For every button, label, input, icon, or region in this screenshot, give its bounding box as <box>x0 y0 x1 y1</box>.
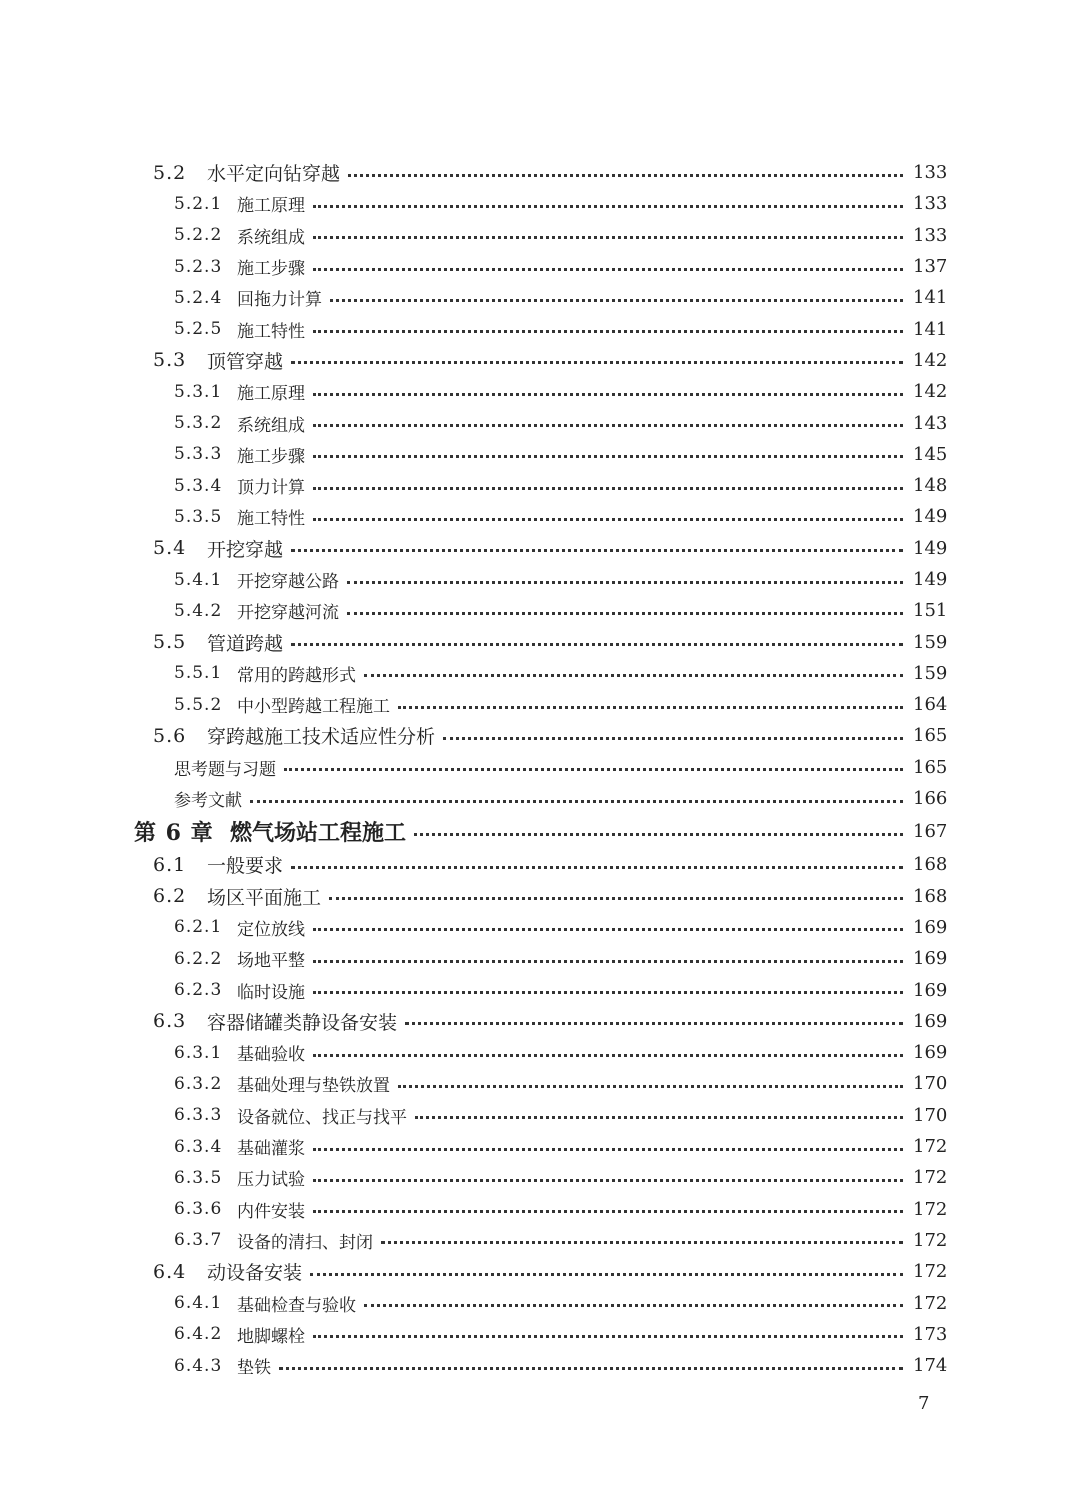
toc-entry-number: 5.2.5 <box>174 319 223 340</box>
toc-entry-number: 5.3.1 <box>174 381 223 402</box>
toc-entry-title: 施工特性 <box>237 321 305 342</box>
dot-leader <box>381 1240 903 1244</box>
dot-leader <box>348 173 903 177</box>
toc-entry-page: 170 <box>913 1073 948 1095</box>
toc-entry-number: 6.2.2 <box>174 948 223 969</box>
toc-entry-page: 159 <box>913 662 948 684</box>
toc-entry-title: 临时设施 <box>237 982 305 1003</box>
toc-entry-title: 一般要求 <box>207 855 284 878</box>
toc-entry-title: 水平定向钻穿越 <box>207 163 341 186</box>
toc-entry-page: 172 <box>913 1167 948 1189</box>
toc-entry-number: 6.3.3 <box>174 1105 223 1126</box>
toc-entry-title: 垫铁 <box>237 1358 271 1379</box>
toc-entry-title: 回拖力计算 <box>237 290 322 311</box>
dot-leader <box>313 959 903 963</box>
toc-entry-title: 施工原理 <box>237 196 305 217</box>
toc-entry-page: 133 <box>913 193 948 215</box>
toc-entry-number: 6.4.3 <box>174 1355 223 1376</box>
toc-entry-title: 开挖穿越河流 <box>237 603 339 624</box>
dot-leader <box>415 1115 903 1119</box>
toc-entry-page: 149 <box>913 569 948 590</box>
toc-entry <box>0 439 1080 470</box>
toc-entry-title: 设备的清扫、封闭 <box>237 1232 373 1253</box>
toc-entry-number: 6.3 <box>153 1010 187 1033</box>
dot-leader <box>313 1147 903 1151</box>
toc-entry <box>0 974 1080 1005</box>
toc-entry <box>0 595 1080 626</box>
toc-entry <box>0 407 1080 438</box>
toc-entry-page: 141 <box>913 287 948 309</box>
toc-entry-page: 145 <box>913 443 948 465</box>
table-of-contents <box>0 157 1080 1381</box>
toc-entry-page: 167 <box>913 821 948 843</box>
dot-leader <box>414 832 903 836</box>
toc-entry-number: 5.4.2 <box>174 600 223 621</box>
toc-entry <box>0 912 1080 943</box>
dot-leader <box>347 580 903 584</box>
toc-entry-title: 顶力计算 <box>237 478 305 499</box>
toc-entry <box>0 1319 1080 1350</box>
toc-entry-page: 172 <box>913 1136 948 1158</box>
toc-entry-title: 基础验收 <box>237 1045 305 1066</box>
toc-entry-page: 137 <box>913 256 948 278</box>
toc-entry <box>0 689 1080 720</box>
toc-entry <box>0 1068 1080 1099</box>
toc-entry <box>0 1287 1080 1318</box>
toc-entry-title: 施工特性 <box>237 509 305 530</box>
toc-entry <box>0 1162 1080 1193</box>
toc-entry-page: 168 <box>913 854 948 876</box>
toc-entry <box>0 1131 1080 1162</box>
toc-entry-page: 172 <box>913 1198 948 1220</box>
toc-entry-number: 第 6 章 <box>134 820 214 847</box>
toc-entry-page: 170 <box>913 1104 948 1126</box>
toc-entry-title: 开挖穿越公路 <box>237 572 339 592</box>
toc-entry-number: 5.2.1 <box>174 193 223 214</box>
toc-entry-page: 141 <box>913 318 948 340</box>
toc-entry-title: 系统组成 <box>237 227 305 248</box>
dot-leader <box>291 642 903 646</box>
toc-entry-title: 燃气场站工程施工 <box>230 820 407 847</box>
toc-entry <box>0 220 1080 251</box>
toc-entry-title: 参考文献 <box>174 791 242 812</box>
toc-entry-number: 6.2 <box>153 885 187 908</box>
dot-leader <box>313 235 903 239</box>
toc-entry-page: 148 <box>913 475 948 497</box>
toc-entry-number: 5.3.2 <box>174 413 223 434</box>
toc-entry-number: 5.2.4 <box>174 287 223 308</box>
toc-entry-number: 6.3.5 <box>174 1167 223 1188</box>
toc-entry-page: 165 <box>913 725 948 747</box>
dot-leader <box>291 865 903 869</box>
dot-leader <box>279 1366 903 1370</box>
toc-entry-number: 6.3.7 <box>174 1230 223 1251</box>
toc-entry-page: 149 <box>913 506 948 528</box>
toc-entry-page: 133 <box>913 162 948 184</box>
toc-entry-page: 143 <box>913 412 948 434</box>
toc-entry-page: 172 <box>913 1292 948 1314</box>
toc-entry-number: 6.2.3 <box>174 980 223 1001</box>
toc-entry-title: 设备就位、找正与找平 <box>237 1107 407 1128</box>
toc-entry <box>0 1037 1080 1068</box>
toc-entry-title: 地脚螺栓 <box>237 1326 305 1347</box>
toc-entry <box>0 251 1080 282</box>
toc-entry-title: 场区平面施工 <box>207 886 322 909</box>
toc-entry <box>0 752 1080 783</box>
toc-entry-number: 5.4.1 <box>174 569 223 590</box>
dot-leader <box>313 517 903 521</box>
toc-entry-number: 6.3.1 <box>174 1042 223 1063</box>
toc-entry-page: 164 <box>913 694 948 716</box>
toc-entry <box>0 1100 1080 1131</box>
toc-entry <box>0 881 1080 912</box>
toc-entry <box>0 1006 1080 1037</box>
toc-entry-number: 6.2.1 <box>174 917 223 938</box>
toc-entry-title: 场地平整 <box>237 951 305 972</box>
toc-entry-title: 施工原理 <box>237 384 305 405</box>
toc-entry-page: 165 <box>913 756 948 778</box>
toc-entry-number: 6.3.2 <box>174 1073 223 1094</box>
dot-leader <box>313 1178 903 1182</box>
toc-entry-page: 172 <box>913 1229 948 1251</box>
toc-entry-title: 思考题与习题 <box>174 759 276 780</box>
toc-entry-number: 5.2.2 <box>174 225 223 246</box>
toc-entry-page: 169 <box>913 1010 948 1032</box>
toc-entry-number: 5.3 <box>153 349 187 372</box>
toc-entry-number: 5.3.4 <box>174 475 223 496</box>
toc-entry <box>0 626 1080 657</box>
toc-entry <box>0 282 1080 313</box>
dot-leader <box>443 736 903 740</box>
toc-entry-number: 5.2.3 <box>174 256 223 277</box>
toc-entry-title: 动设备安装 <box>207 1262 303 1285</box>
toc-entry-number: 5.5 <box>153 631 187 654</box>
toc-entry-page: 166 <box>913 788 948 810</box>
toc-entry-page: 169 <box>913 948 948 970</box>
toc-entry <box>0 658 1080 689</box>
toc-entry-title: 管道跨越 <box>207 632 284 655</box>
toc-entry <box>0 1194 1080 1225</box>
toc-entry-title: 内件安装 <box>237 1201 305 1222</box>
toc-entry <box>0 783 1080 814</box>
toc-entry-number: 6.1 <box>153 853 187 876</box>
page-number: 7 <box>918 1393 930 1414</box>
dot-leader <box>313 392 903 396</box>
toc-entry-title: 常用的跨越形式 <box>237 665 356 686</box>
dot-leader <box>313 204 903 208</box>
toc-entry-number: 5.3.3 <box>174 444 223 465</box>
toc-entry-page: 174 <box>913 1355 948 1377</box>
toc-entry-title: 基础灌浆 <box>237 1139 305 1160</box>
dot-leader <box>250 799 903 803</box>
toc-entry-page: 168 <box>913 885 948 907</box>
toc-entry-title: 施工步骤 <box>237 446 305 467</box>
toc-entry <box>0 157 1080 188</box>
dot-leader <box>310 1272 903 1276</box>
dot-leader <box>398 705 903 709</box>
toc-entry-number: 5.3.5 <box>174 506 223 527</box>
dot-leader <box>329 896 903 900</box>
dot-leader <box>313 486 903 490</box>
toc-entry <box>0 345 1080 376</box>
dot-leader <box>284 767 903 771</box>
toc-entry <box>0 1350 1080 1381</box>
toc-entry-title: 穿跨越施工技术适应性分析 <box>207 726 436 749</box>
toc-entry-number: 6.4.2 <box>174 1324 223 1345</box>
toc-entry-number: 6.3.6 <box>174 1199 223 1220</box>
toc-entry-title: 中小型跨越工程施工 <box>237 697 390 718</box>
toc-entry <box>0 849 1080 880</box>
toc-entry <box>0 564 1080 595</box>
dot-leader <box>313 1209 903 1213</box>
dot-leader <box>405 1021 903 1025</box>
dot-leader <box>364 1303 903 1307</box>
toc-entry-title: 压力试验 <box>237 1170 305 1191</box>
toc-entry-page: 169 <box>913 916 948 938</box>
toc-entry <box>0 313 1080 344</box>
toc-entry-page: 159 <box>913 631 948 653</box>
dot-leader <box>398 1084 903 1088</box>
dot-leader <box>313 1053 903 1057</box>
toc-entry-number: 5.5.1 <box>174 663 223 684</box>
dot-leader <box>313 927 903 931</box>
toc-entry <box>0 1225 1080 1256</box>
toc-entry-page: 151 <box>913 600 948 622</box>
toc-entry-number: 6.4.1 <box>174 1293 223 1314</box>
toc-entry-number: 6.3.4 <box>174 1136 223 1157</box>
toc-entry-number: 6.4 <box>153 1260 187 1283</box>
toc-entry-number: 5.2 <box>153 161 187 184</box>
dot-leader <box>313 329 903 333</box>
toc-entry-title: 容器储罐类静设备安装 <box>207 1011 398 1034</box>
toc-entry-number: 5.6 <box>153 724 187 747</box>
dot-leader <box>313 423 903 427</box>
toc-entry <box>0 814 1080 849</box>
toc-entry <box>0 943 1080 974</box>
dot-leader <box>330 298 903 302</box>
dot-leader <box>313 454 903 458</box>
dot-leader <box>313 990 903 994</box>
dot-leader <box>313 267 903 271</box>
toc-entry <box>0 1256 1080 1287</box>
toc-entry <box>0 188 1080 219</box>
toc-entry <box>0 720 1080 751</box>
toc-entry-number: 5.5.2 <box>174 694 223 715</box>
toc-entry-number: 5.4 <box>153 537 187 560</box>
dot-leader <box>347 611 903 615</box>
toc-entry-page: 173 <box>913 1323 948 1345</box>
toc-entry-page: 172 <box>913 1261 948 1283</box>
toc-entry-page: 142 <box>913 349 948 371</box>
dot-leader <box>291 360 903 364</box>
toc-entry-title: 基础检查与验收 <box>237 1295 356 1316</box>
toc-entry-title: 定位放线 <box>237 919 305 940</box>
toc-entry <box>0 501 1080 532</box>
toc-entry-page: 142 <box>913 381 948 403</box>
dot-leader <box>364 673 903 677</box>
toc-entry-title: 基础处理与垫铁放置 <box>237 1076 390 1097</box>
toc-entry <box>0 470 1080 501</box>
toc-entry <box>0 533 1080 564</box>
toc-entry-title: 系统组成 <box>237 415 305 436</box>
toc-entry-title: 顶管穿越 <box>207 350 284 373</box>
dot-leader <box>313 1334 903 1338</box>
toc-entry-page: 169 <box>913 979 948 1001</box>
toc-entry <box>0 376 1080 407</box>
dot-leader <box>291 548 903 552</box>
toc-entry-page: 149 <box>913 537 948 559</box>
toc-entry-page: 169 <box>913 1042 948 1064</box>
toc-entry-title: 施工步骤 <box>237 259 305 280</box>
toc-entry-page: 133 <box>913 224 948 246</box>
toc-entry-title: 开挖穿越 <box>207 538 284 561</box>
